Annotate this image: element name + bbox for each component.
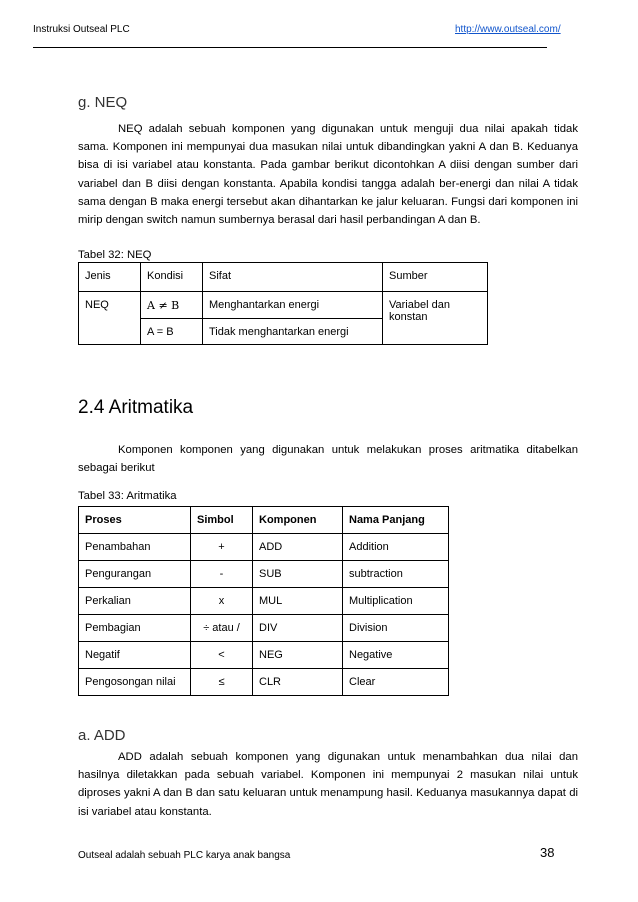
neq-paragraph: NEQ adalah sebuah komponen yang digunakan untuk menguji dua nilai apakah tidak sama. Komponen ini mempunyai dua masukan nilai untuk dibandingkan yakni A dan B. Keduanya bisa di isi variabel atau konstanta. Pada gambar berikut dicontohkan A diisi dengan sumber dari variabel dan B diisi dengan konstanta. Apabila kondisi tangga adalah ber-energi dan nilai A tidak sama dengan B maka energi tersebut akan dihantarkan ke jalur keluaran. Fungsi dari komponen ini mirip dengan switch namun sumbernya berasal dari hasil perbandingan A dan B. — [78, 123, 578, 227]
proses-cell: Perkalian — [79, 588, 191, 615]
header-url-link[interactable]: http://www.outseal.com/ — [455, 24, 561, 35]
aritmatika-header-komponen: Komponen — [253, 507, 343, 534]
aritmatika-table — [78, 506, 449, 696]
nama-panjang-cell: Clear — [343, 669, 449, 696]
simbol-cell: ÷ atau / — [191, 615, 253, 642]
proses-cell: Pengurangan — [79, 561, 191, 588]
neq-header-jenis: Jenis — [79, 263, 141, 292]
neq-kondisi-cell: A = B — [141, 319, 203, 345]
nama-panjang-cell: Negative — [343, 642, 449, 669]
neq-sifat-cell: Menghantarkan energi — [203, 292, 383, 319]
komponen-cell: CLR — [253, 669, 343, 696]
neq-jenis-cell: NEQ — [79, 292, 141, 345]
komponen-cell: SUB — [253, 561, 343, 588]
neq-header-sifat: Sifat — [203, 263, 383, 292]
table-row — [79, 561, 449, 588]
komponen-cell: ADD — [253, 534, 343, 561]
neq-table-header-row — [79, 263, 488, 292]
footer-text: Outseal adalah sebuah PLC karya anak bangsa — [78, 850, 291, 861]
neq-kondisi-cell: A ≠ B — [141, 292, 203, 319]
add-paragraph: ADD adalah sebuah komponen yang digunakan untuk menambahkan dua nilai dan hasilnya diletakkan pada sebuah variabel. Komponen ini mempunyai 2 masukan nilai untuk diproses yakni A dan B dan satu keluaran untuk menampung hasil. Keduanya masukannya dapat di isi variabel atau konstanta. — [78, 751, 578, 818]
nama-panjang-cell: Division — [343, 615, 449, 642]
table-row — [79, 292, 488, 319]
simbol-cell: ≤ — [191, 669, 253, 696]
simbol-cell: x — [191, 588, 253, 615]
neq-sumber-cell: Variabel dan konstan — [383, 292, 488, 345]
neq-header-kondisi: Kondisi — [141, 263, 203, 292]
nama-panjang-cell: Addition — [343, 534, 449, 561]
table-row — [79, 534, 449, 561]
table-row — [79, 615, 449, 642]
neq-sifat-cell: Tidak menghantarkan energi — [203, 319, 383, 345]
header-title: Instruksi Outseal PLC — [33, 24, 130, 35]
page-number: 38 — [540, 845, 555, 860]
table-row — [79, 588, 449, 615]
aritmatika-heading: 2.4 Aritmatika — [78, 397, 194, 418]
proses-cell: Pengosongan nilai — [79, 669, 191, 696]
nama-panjang-cell: subtraction — [343, 561, 449, 588]
aritmatika-header-nama-panjang: Nama Panjang — [343, 507, 449, 534]
simbol-cell: - — [191, 561, 253, 588]
simbol-cell: + — [191, 534, 253, 561]
add-heading: a. ADD — [78, 727, 126, 744]
aritmatika-table-caption: Tabel 33: Aritmatika — [78, 490, 177, 502]
nama-panjang-cell: Multiplication — [343, 588, 449, 615]
neq-table-caption: Tabel 32: NEQ — [78, 249, 152, 261]
aritmatika-header-simbol: Simbol — [191, 507, 253, 534]
komponen-cell: DIV — [253, 615, 343, 642]
simbol-cell: < — [191, 642, 253, 669]
table-row — [79, 642, 449, 669]
neq-table — [78, 262, 488, 345]
komponen-cell: NEG — [253, 642, 343, 669]
proses-cell: Pembagian — [79, 615, 191, 642]
proses-cell: Penambahan — [79, 534, 191, 561]
aritmatika-paragraph: Komponen komponen yang digunakan untuk melakukan proses aritmatika ditabelkan sebagai berikut — [78, 444, 578, 475]
neq-heading: g. NEQ — [78, 94, 128, 111]
header-divider — [33, 47, 547, 48]
komponen-cell: MUL — [253, 588, 343, 615]
aritmatika-header-row — [79, 507, 449, 534]
neq-header-sumber: Sumber — [383, 263, 488, 292]
aritmatika-header-proses: Proses — [79, 507, 191, 534]
table-row — [79, 669, 449, 696]
proses-cell: Negatif — [79, 642, 191, 669]
